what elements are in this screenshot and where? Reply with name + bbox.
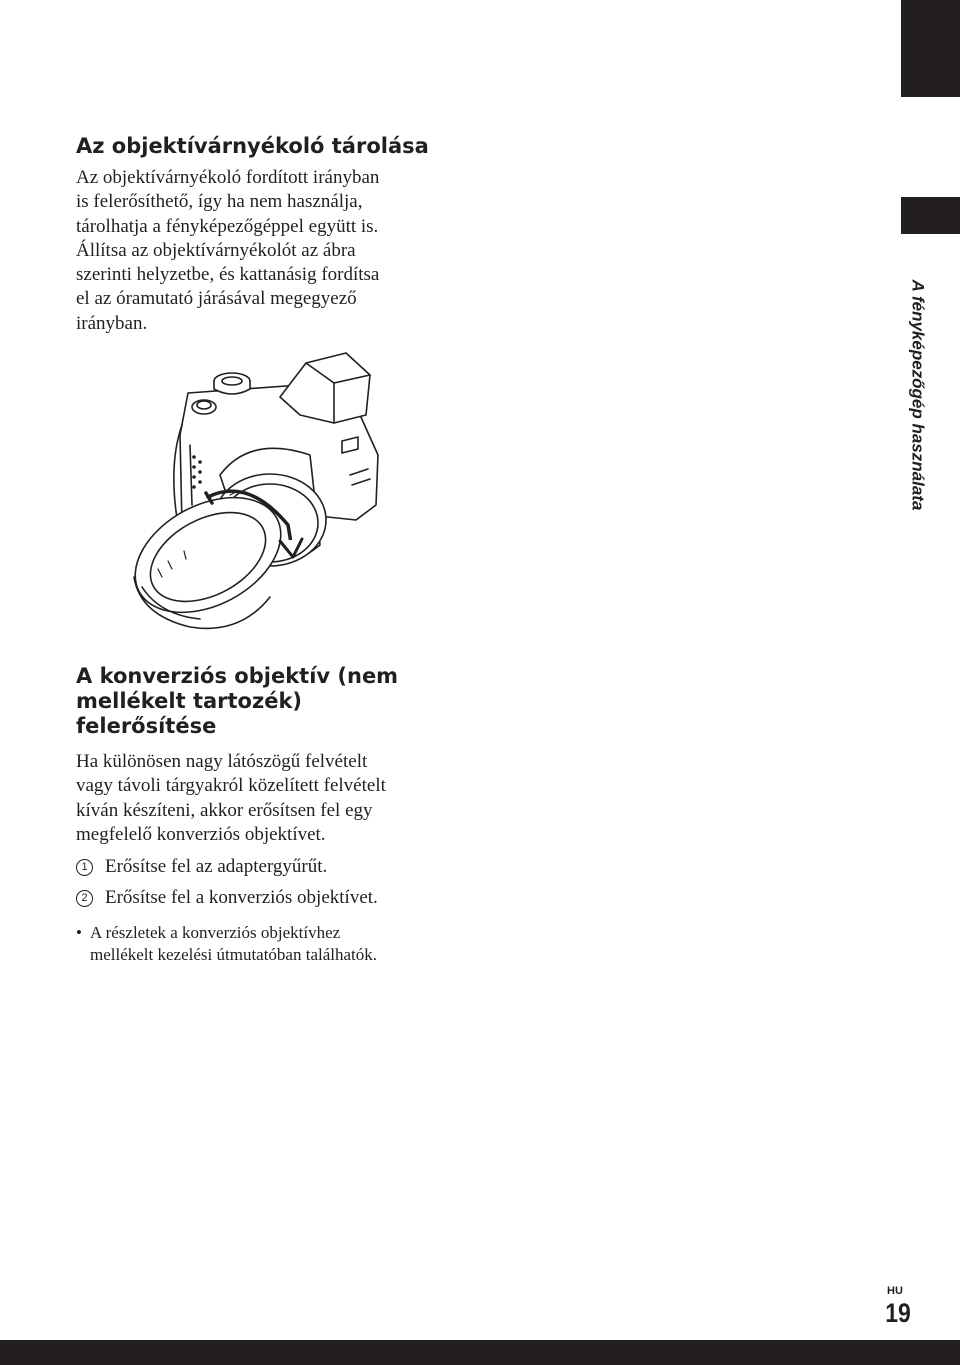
text-line: megfelelő konverziós objektívet. <box>76 823 326 845</box>
paragraph-lens-hood-storage <box>76 166 476 336</box>
step-item <box>76 886 378 910</box>
note-text <box>90 922 377 965</box>
text-line: Állítsa az objektívárnyékolót az ábra <box>76 239 356 261</box>
heading-line: mellékelt tartozék) <box>76 689 303 713</box>
text-line: Ha különösen nagy látószögű felvételt <box>76 751 368 772</box>
heading-line: A konverziós objektív (nem <box>76 664 399 688</box>
paragraph-conversion-lens <box>76 750 466 847</box>
section-side-label-text: A fényképezőgép használata <box>908 279 928 511</box>
step-number-badge: 1 <box>76 859 93 876</box>
text-line: is felerősíthető, így ha nem használja, <box>76 191 363 213</box>
bottom-bar <box>0 1340 960 1365</box>
step-text: Erősítse fel a konverziós objektívet. <box>105 887 378 908</box>
note-item <box>76 922 456 965</box>
thumb-tab-top <box>901 0 960 97</box>
text-line: el az óramutató járásával megegyező <box>76 288 357 310</box>
heading-conversion-lens <box>76 664 456 739</box>
language-code: HU <box>887 1285 903 1297</box>
heading-lens-hood-storage: Az objektívárnyékoló tárolása <box>76 134 429 158</box>
page-number: 19 <box>885 1298 911 1328</box>
text-line: vagy távoli tárgyakról közelített felvételt <box>76 775 386 797</box>
text-line: Az objektívárnyékoló fordított irányban <box>76 167 380 188</box>
camera-lens-hood-illustration <box>120 345 400 645</box>
text-line: kíván készíteni, akkor erősítsen fel egy <box>76 799 373 821</box>
section-side-label <box>897 245 937 545</box>
bullet-icon: • <box>76 923 82 942</box>
text-line: irányban. <box>76 312 148 334</box>
text-line: tárolhatja a fényképezőgéppel együtt is. <box>76 215 379 237</box>
text-line: mellékelt kezelési útmutatóban találhatók. <box>90 944 378 964</box>
step-number-badge: 2 <box>76 890 93 907</box>
text-line: A részletek a konverziós objektívhez <box>90 923 341 942</box>
heading-line: felerősítése <box>76 714 217 738</box>
step-text: Erősítse fel az adaptergyűrűt. <box>105 856 328 877</box>
section-thumb-tab <box>901 197 960 234</box>
step-item <box>76 855 327 879</box>
text-line: szerinti helyzetbe, és kattanásig fordítsa <box>76 264 380 286</box>
